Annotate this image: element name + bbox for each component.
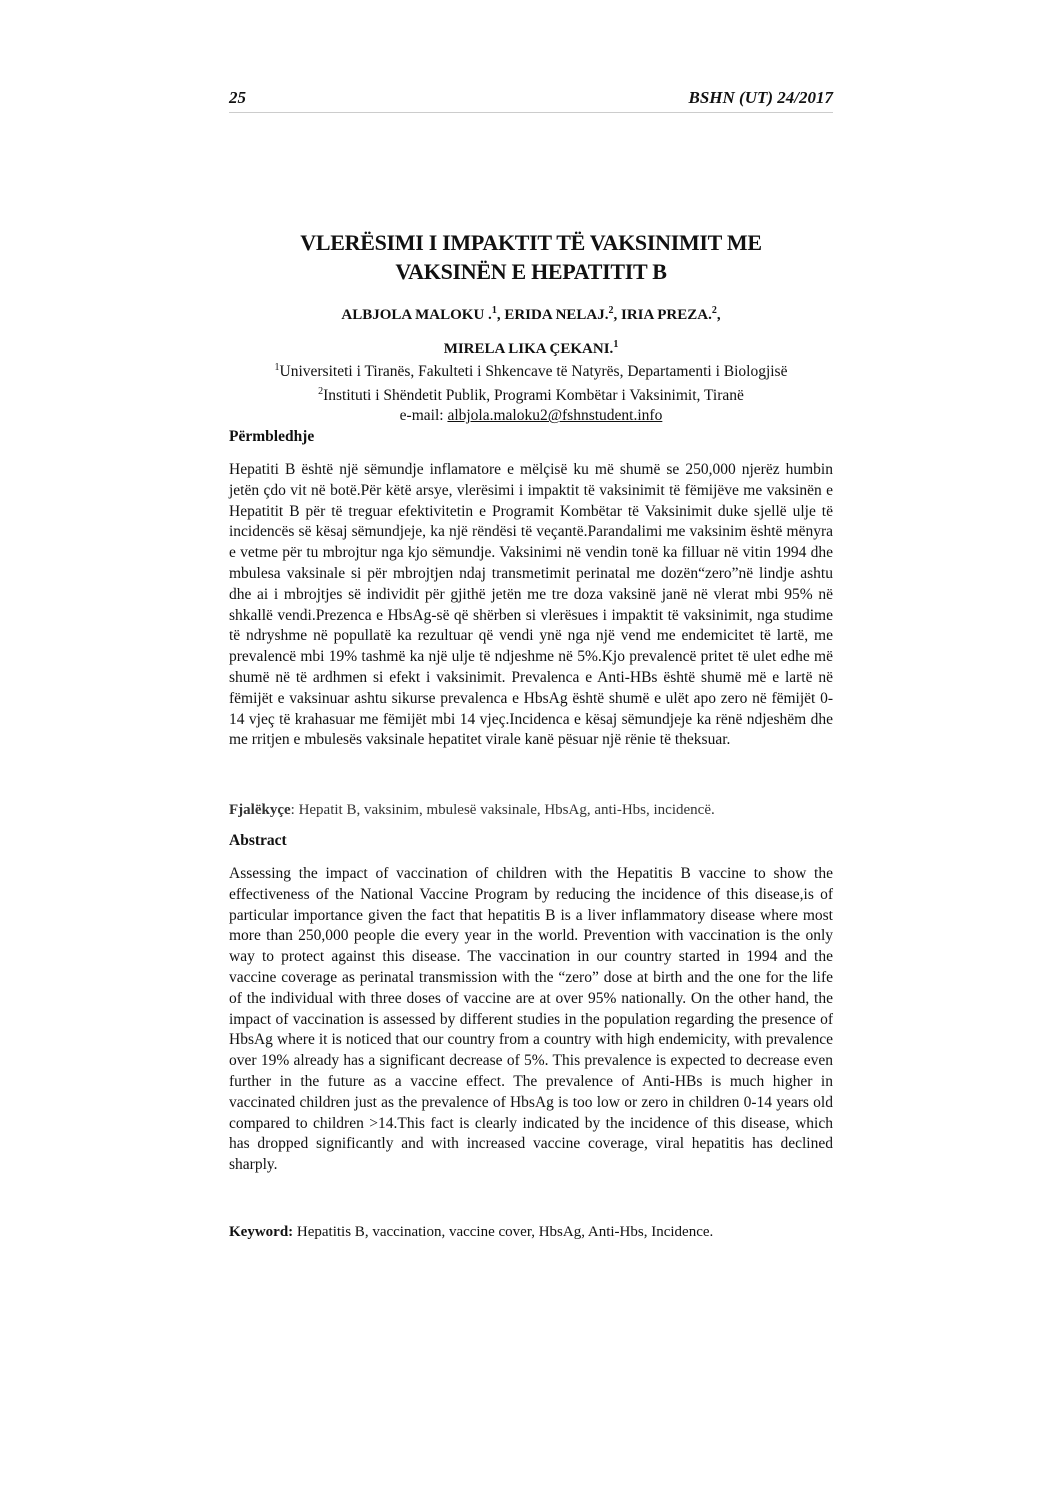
author-affiliation-mark: 2: [711, 305, 717, 316]
paper-title: [229, 228, 833, 286]
author-name: ALBJOLA MALOKU .: [341, 307, 492, 323]
keywords-separator: :: [290, 802, 299, 818]
keywords-albanian: [229, 800, 833, 820]
author-affiliation-mark: 2: [608, 305, 614, 316]
author-name: MIRELA LIKA ÇEKANI.: [443, 341, 614, 357]
page-number: 25: [229, 88, 246, 107]
keywords-english: [229, 1222, 833, 1242]
author-name: IRIA PREZA.: [621, 307, 712, 323]
affiliation-2: [229, 382, 833, 406]
affiliation-text: Universiteti i Tiranës, Fakulteti i Shkencave të Natyrës, Departamenti i Biologjisë: [279, 363, 788, 381]
email-link[interactable]: albjola.maloku2@fshnstudent.info: [447, 407, 663, 425]
affiliations: [229, 358, 833, 426]
keywords-text: Hepatitis B, vaccination, vaccine cover, HbsAg, Anti-Hbs, Incidence.: [293, 1224, 714, 1240]
author-affiliation-mark: 1: [613, 339, 619, 350]
affiliation-number: 2: [318, 386, 324, 398]
affiliation-text: Instituti i Shëndetit Publik, Programi Kombëtar i Vaksinimit, Tiranë: [323, 387, 744, 405]
contact-email: [229, 406, 833, 426]
abstract-paragraph: Assessing the impact of vaccination of children with the Hepatitis B vaccine to show the effectiveness of the National Vaccine Program by reducing the incidence of this disease,is of particular importance given the fact that hepatitis B is a liver inflammatory disease where most more than 250,000 people die every year in the world. Prevention with vaccination is the only way to protect against this disease. The vaccination in our country started in 1994 and the vaccine coverage as perinatal transmission with the “zero” dose at birth and the one for the life of the individual with three doses of vaccine are at over 95% nationally. On the other hand, the impact of vaccination is assessed by different studies in the population regarding the presence of HbsAg where it is noticed that our country from a country with high endemicity, with prevalence over 19% already has a significant decrease of 5%. This prevalence is expected to decrease even further in the future as a vaccine effect. The prevalence of Anti-HBs is much higher in vaccinated children just as the prevalence of HbsAg is too low or zero in children 0-14 years old compared to children >14.This fact is clearly indicated by the incidence of this disease, which has dropped significantly and with increased vaccine coverage, viral hepatitis has declined sharply.: [229, 865, 833, 1174]
title-line-1: VLERËSIMI I IMPAKTIT TË VAKSINIMIT ME: [300, 230, 762, 255]
running-header: [229, 86, 833, 108]
journal-name: BSHN (UT) 24/2017: [688, 88, 833, 107]
keywords-text: Hepatit B, vaksinim, mbulesë vaksinale, HbsAg, anti-Hbs, incidencë.: [298, 802, 715, 818]
author-list: [229, 296, 833, 364]
abstract-heading: Abstract: [229, 832, 287, 849]
summary-paragraph: Hepatiti B është një sëmundje inflamatore e mëlçisë ku më shumë se 250,000 njerëz humbin jetën çdo vit në botë.Për këtë arsye, vlerësimi i impaktit të vaksinimit të fëmijëve me vaksinën e Hepatitit B për të treguar efektivitetin e Programit Kombëtar të Vaksinimit duke sjellë ulje të incidencës së kësaj sëmundjeje, ka një rëndësi të veçantë.Parandalimi me vaksinim është mënyra e vetme për tu mbrojtur nga kjo sëmundje. Vaksinimi në vendin tonë ka filluar në vitin 1994 dhe mbulesa vaksinale si për mbrojtjen ndaj transmetimit perinatal me dozën“zero”në lindje ashtu dhe ai i mbrojtjes së individit për gjithë jetën me tre doza vaksinë janë në vlerat mbi 95% në shkallë vendi.Prezenca e HbsAg-së që shërben si vlerësues i impaktit të vaksinimit, nga studime të ndryshme në popullatë ka rezultuar që vendi ynë nga një vend me endemicitet të lartë, me prevalencë mbi 19% tashmë ka një ulje të ndjeshme në 5%.Kjo prevalencë pritet të ulet edhe më shumë në të ardhmen si efekt i vaksinimit. Prevalenca e Anti-HBs është shumë më e lartë në fëmijët e vaksinuar ashtu sikurse prevalenca e HbsAg është shumë e ulët apo zero në fëmijët 0-14 vjeç të krahasuar me fëmijët mbi 14 vjeç.Incidenca e kësaj sëmundjeje ka rënë ndjeshëm dhe me rritjen e mbulesës vaksinale hepatitet virale kanë pësuar një rënie të theksuar.: [229, 461, 833, 749]
keywords-label: Fjalëkyçe: [229, 802, 291, 818]
keywords-label: Keyword:: [229, 1224, 294, 1240]
email-label: e-mail:: [399, 407, 448, 425]
summary-heading: Përmbledhje: [229, 428, 315, 445]
affiliation-1: [229, 358, 833, 382]
authors-line-1: ALBJOLA MALOKU .$^1$, ERIDA NELAJ.$^2$, IRIA PREZA.$^2$,: [341, 305, 721, 323]
affiliation-number: 1: [274, 362, 280, 373]
header-divider: [229, 112, 833, 113]
title-line-2: VAKSINËN E HEPATITIT B: [395, 259, 667, 284]
author-name: ERIDA NELAJ.: [504, 307, 609, 323]
author-affiliation-mark: 1: [491, 305, 497, 316]
